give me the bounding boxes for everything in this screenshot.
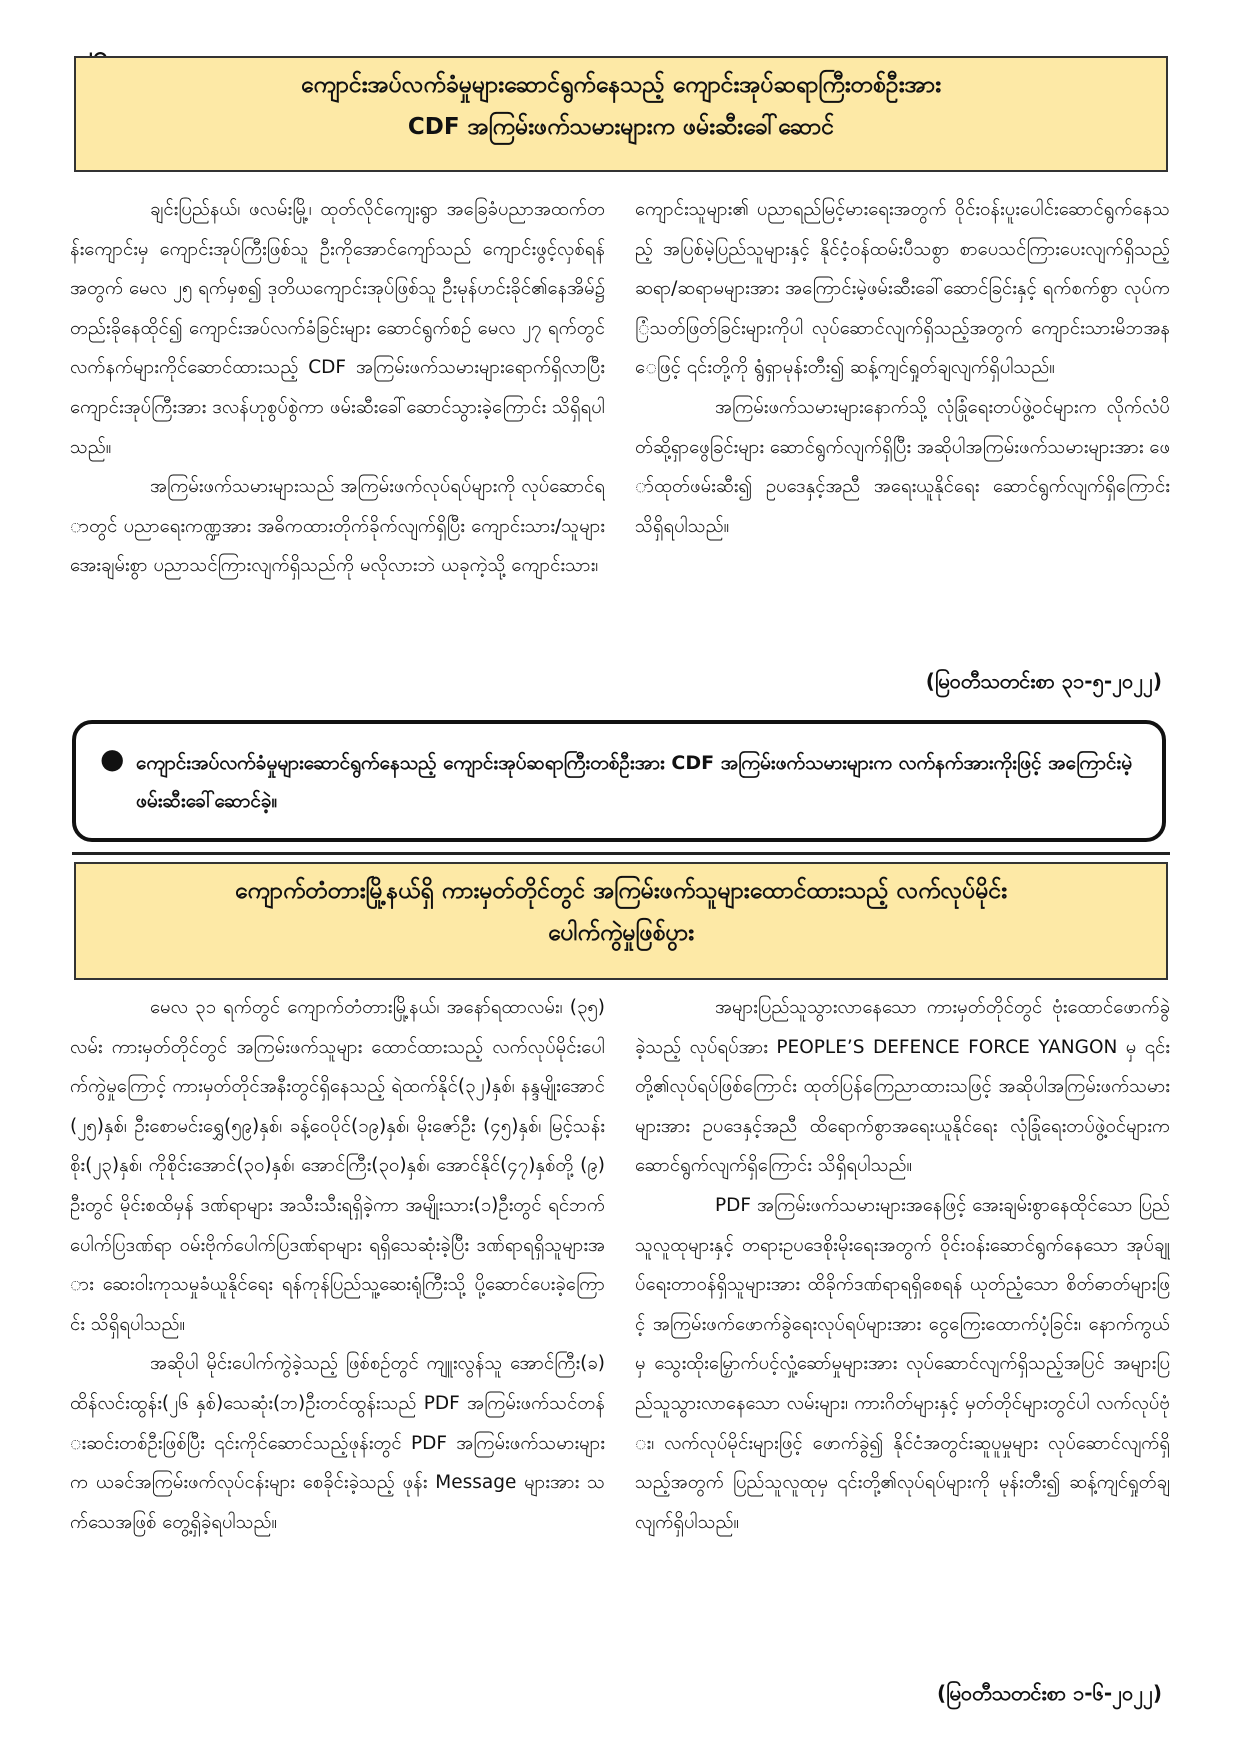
article1-left-paragraph-2: အကြမ်းဖက်သမားများသည် အကြမ်းဖက်လုပ်ရပ်များကို လုပ်ဆောင်ရာတွင် ပညာရေးကဏ္ဍအား အဓိကထားတိုက်ခိုက်လျက်ရှိပြီး ကျောင်းသား/သူများ အေးချမ်းစွာ ပညာသင်ကြားလျက်ရှိသည်ကို မလိုလားဘဲ ယခုကဲ့သို့ ကျောင်းသား၊ bbox=[70, 476, 605, 577]
article1-right-column bbox=[635, 190, 1170, 670]
article1-headline-line2: CDF အကြမ်းဖက်သမားများက ဖမ်းဆီးခေါ်ဆောင် bbox=[407, 114, 835, 140]
article1-headline-line1: ကျောင်းအပ်လက်ခံမှုများဆောင်ရွက်နေသည့် ကျောင်းအုပ်ဆရာကြီးတစ်ဦးအား bbox=[300, 72, 942, 98]
article2-source: (မြဝတီသတင်းစာ ၁-၆-၂၀၂၂) bbox=[936, 1681, 1162, 1705]
article1-left-column bbox=[70, 190, 605, 708]
summary-text: ကျောင်းအပ်လက်ခံမှုများဆောင်ရွက်နေသည့် ကျောင်းအုပ်ဆရာကြီးတစ်ဦးအား CDF အကြမ်းဖက်သမားများက လက်နက်အားကိုးဖြင့် အကြောင်းမဲ့ ဖမ်းဆီးခေါ်ဆောင်ခဲ့။ bbox=[136, 752, 1133, 812]
article2-right-column bbox=[635, 988, 1170, 1668]
article2-headline-line2: ပေါက်ကွဲမှုဖြစ်ပွား bbox=[547, 920, 695, 946]
article2-left-paragraph-2: အဆိုပါ မိုင်းပေါက်ကွဲခဲ့သည့် ဖြစ်စဉ်တွင် ကျူးလွန်သူ အောင်ကြီး(ခ)ထိန်လင်းထွန်း(၂၆ နှစ်)သေဆုံး(ဘ)ဦးတင်ထွန်းသည် PDF အကြမ်းဖက်သင်တန်းဆင်းတစ်ဦးဖြစ်ပြီး ၎င်းကိုင်ဆောင်သည့်ဖုန်းတွင် PDF အကြမ်းဖက်သမားများက ယခင်အကြမ်းဖက်လုပ်ငန်းများ စေခိုင်းခဲ့သည့် ဖုန်း Message များအား သက်သေအဖြစ် တွေ့ရှိခဲ့ရပါသည်။ bbox=[70, 1353, 605, 1533]
article2-left-paragraph-1: မေလ ၃၁ ရက်တွင် ကျောက်တံတားမြို့နယ်၊ အနော်ရထာလမ်း၊ (၃၅)လမ်း ကားမှတ်တိုင်တွင် အကြမ်းဖက်သူများ ထောင်ထားသည့် လက်လုပ်မိုင်းပေါက်ကွဲမှုကြောင့် ကားမှတ်တိုင်အနီးတွင်ရှိနေသည့် ရဲထက်နိုင်(၃၂)နှစ်၊ နန္ဒမျိုးအောင်(၂၅)နှစ်၊ ဦးစောမင်းရွှေ(၅၉)နှစ်၊ ခန့်ဝေပိုင်(၁၉)နှစ်၊ မိုးဇော်ဦး (၄၅)နှစ်၊ မြင့်သန်းစိုး(၂၃)နှစ်၊ ကိုစိုင်းအောင်(၃၀)နှစ်၊ အောင်ကြီး(၃၀)နှစ်၊ အောင်နိုင်(၄၇)နှစ်တို့ (၉)ဦးတွင် မိုင်းစထိမှန် ဒဏ်ရာများ အသီးသီးရရှိခဲ့ကာ အမျိုးသား(၁)ဦးတွင် ရင်ဘက်ပေါက်ပြဒဏ်ရာ ဝမ်းဗိုက်ပေါက်ပြဒဏ်ရာများ ရရှိသေဆုံးခဲ့ပြီး ဒဏ်ရာရရှိသူများအား ဆေးဝါးကုသမှုခံယူနိုင်ရေး ရန်ကုန်ပြည်သူ့ဆေးရုံကြီးသို့ ပို့ဆောင်ပေးခဲ့ကြောင်း သိရှိရပါသည်။ bbox=[70, 997, 605, 1335]
article1-right-paragraph-2: အကြမ်းဖက်သမားများနောက်သို့ လုံခြုံရေးတပ်ဖွဲ့ဝင်များက လိုက်လံပိတ်ဆို့ရှာဖွေခြင်းများ ဆောင်ရွက်လျက်ရှိပြီး အဆိုပါအကြမ်းဖက်သမားများအား ဖော်ထုတ်ဖမ်းဆီး၍ ဥပဒေနှင့်အညီ အရေးယူနိုင်ရေး ဆောင်ရွက်လျက်ရှိကြောင်း သိရှိရပါသည်။ bbox=[635, 396, 1170, 537]
summary-box bbox=[72, 720, 1166, 842]
section-divider bbox=[72, 852, 1170, 855]
article2-right-paragraph-1: အများပြည်သူသွားလာနေသော ကားမှတ်တိုင်တွင် ဗုံးထောင်ဖောက်ခွဲခဲ့သည့် လုပ်ရပ်အား PEOPLE’S DEFENCE FORCE YANGON မှ ၎င်းတို့၏လုပ်ရပ်ဖြစ်ကြောင်း ထုတ်ပြန်ကြေညာထားသဖြင့် အဆိုပါအကြမ်းဖက်သမားများအား ဥပဒေနှင့်အညီ ထိရောက်စွာအရေးယူနိုင်ရေး လုံခြုံရေးတပ်ဖွဲ့ဝင်များက ဆောင်ရွက်လျက်ရှိကြောင်း သိရှိရပါသည်။ bbox=[635, 997, 1170, 1177]
article1-source: (မြဝတီသတင်းစာ ၃၁-၅-၂၀၂၂) bbox=[925, 669, 1162, 693]
article2-left-column bbox=[70, 988, 605, 1708]
article2-headline bbox=[74, 862, 1168, 980]
article2-headline-line1: ကျောက်တံတားမြို့နယ်ရှိ ကားမှတ်တိုင်တွင် အကြမ်းဖက်သူများထောင်ထားသည့် လက်လုပ်မိုင်း bbox=[234, 878, 1008, 904]
article1-right-paragraph-1: ကျောင်းသူများ၏ ပညာရည်မြင့်မားရေးအတွက် ဝိုင်းဝန်းပူးပေါင်းဆောင်ရွက်နေသည့် အပြစ်မဲ့ပြည်သူများနှင့် နိုင်ငံ့ဝန်ထမ်းပီသစွာ စာပေသင်ကြားပေးလျက်ရှိသည့် ဆရာ/ဆရာမများအား အကြောင်းမဲ့ဖမ်းဆီးခေါ်ဆောင်ခြင်းနှင့် ရက်စက်စွာ လုပ်ကြံသတ်ဖြတ်ခြင်းများကိုပါ လုပ်ဆောင်လျက်ရှိသည့်အတွက် ကျောင်းသားမိဘအနေဖြင့် ၎င်းတို့ကို ရွံရှာမုန်းတီး၍ ဆန့်ကျင်ရှုတ်ချလျက်ရှိပါသည်။ bbox=[635, 199, 1170, 379]
article1-headline bbox=[74, 56, 1168, 172]
article2-right-paragraph-2: PDF အကြမ်းဖက်သမားများအနေဖြင့် အေးချမ်းစွာနေထိုင်သော ပြည်သူလူထုများနှင့် တရားဥပဒေစိုးမိုးရေးအတွက် ဝိုင်းဝန်းဆောင်ရွက်နေသော အုပ်ချုပ်ရေးတာဝန်ရှိသူများအား ထိခိုက်ဒဏ်ရာရရှိစေရန် ယုတ်ညံ့သော စိတ်ဓာတ်များဖြင့် အကြမ်းဖက်ဖောက်ခွဲရေးလုပ်ရပ်များအား ငွေကြေးထောက်ပံ့ခြင်း၊ နောက်ကွယ်မှ သွေးထိုးမြှောက်ပင့်လှုံ့ဆော်မှုများအား လုပ်ဆောင်လျက်ရှိသည့်အပြင် အများပြည်သူသွားလာနေသော လမ်းများ၊ ကားဂိတ်များနှင့် မှတ်တိုင်များတွင်ပါ လက်လုပ်ဗုံး၊ လက်လုပ်မိုင်းများဖြင့် ဖောက်ခွဲ၍ နိုင်ငံအတွင်းဆူပူမှုများ လုပ်ဆောင်လျက်ရှိသည့်အတွက် ပြည်သူလူထုမှ ၎င်းတို့၏လုပ်ရပ်များကို မုန်းတီး၍ ဆန့်ကျင်ရှုတ်ချလျက်ရှိပါသည်။ bbox=[635, 1194, 1170, 1533]
bullet-icon: ● bbox=[100, 742, 125, 775]
article1-left-paragraph-1: ချင်းပြည်နယ်၊ ဖလမ်းမြို့၊ ထုတ်လိုင်ကျေးရွာ အခြေခံပညာအထက်တန်းကျောင်းမှ ကျောင်းအုပ်ကြီးဖြစ်သူ ဦးကိုအောင်ကျော်သည် ကျောင်းဖွင့်လှစ်ရန်အတွက် မေလ ၂၅ ရက်မှစ၍ ဒုတိယကျောင်းအုပ်ဖြစ်သူ ဦးမုန်ဟင်းခိုင်၏နေအိမ်၌ တည်းခိုနေထိုင်၍ ကျောင်းအပ်လက်ခံခြင်းများ ဆောင်ရွက်စဉ် မေလ ၂၇ ရက်တွင် လက်နက်များကိုင်ဆောင်ထားသည့် CDF အကြမ်းဖက်သမားများရောက်ရှိလာပြီး ကျောင်းအုပ်ကြီးအား ဒလန်ဟုစွပ်စွဲကာ ဖမ်းဆီးခေါ်ဆောင်သွားခဲ့ကြောင်း သိရှိရပါသည်။ bbox=[70, 199, 605, 458]
